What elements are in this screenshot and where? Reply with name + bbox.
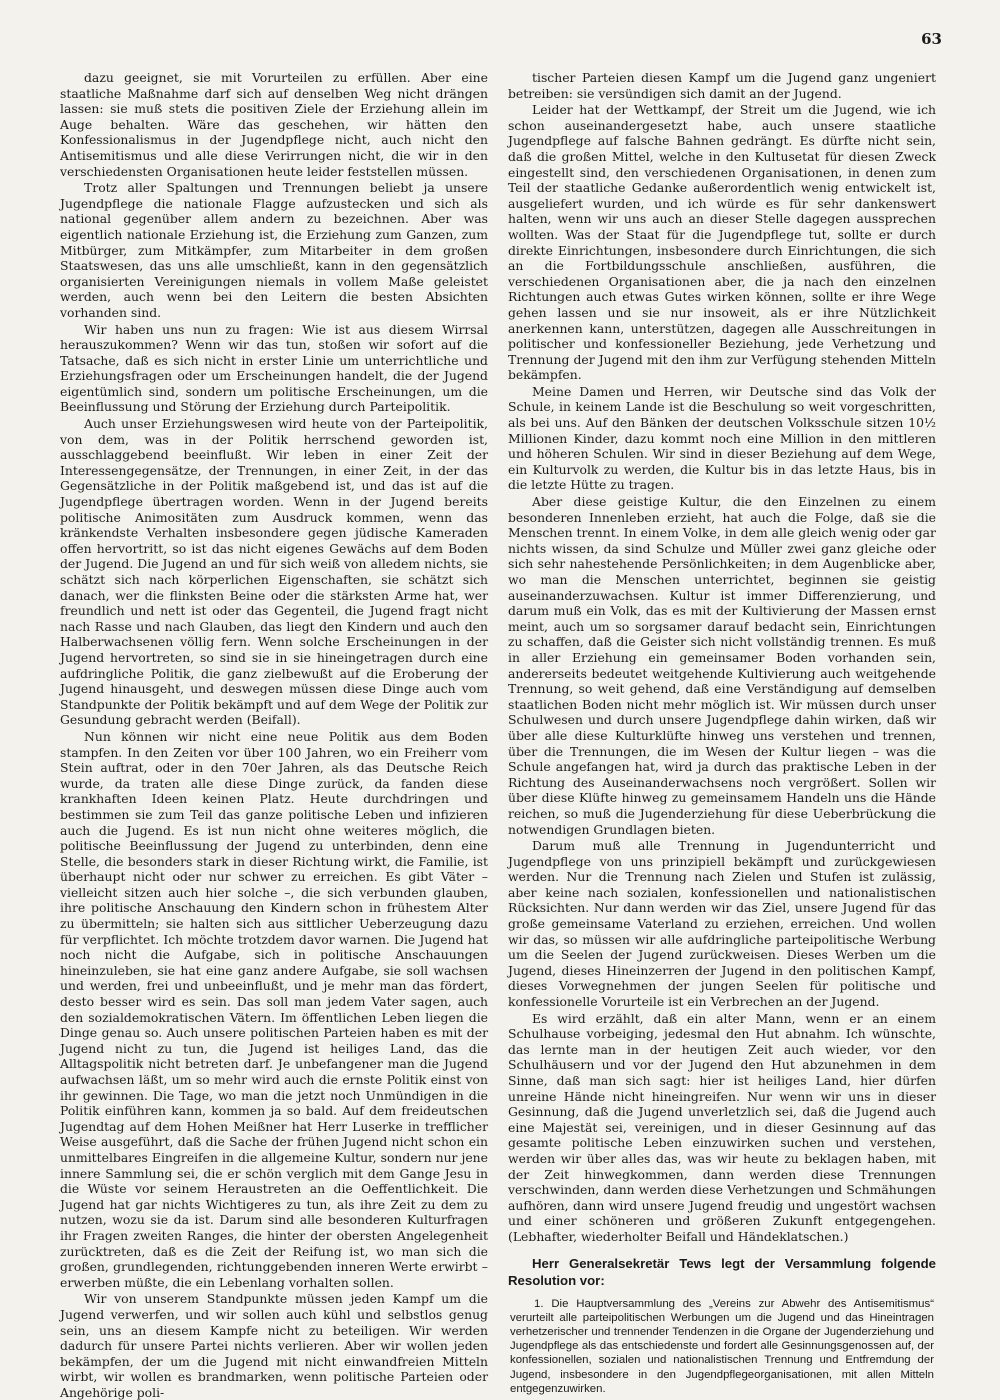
paragraph: Auch unser Erziehungswesen wird heute von der Parteipolitik, von dem, was in der Politik herrschend geworden ist, ausschlaggebend beeinflußt. Wir leben in einer Zeit der Interessengegensätze, der Trennungen, in einer Zeit, in der das Gegensätzliche in der Politik maßgebend ist, und das ist auf die Jugendpflege übertragen worden. Wenn in der Jugend bereits politische Animositäten zum Ausdruck kommen, wenn das kränkendste Verhalten insbesondere gegen jüdische Kameraden offen hervortritt, so ist das nicht eigenes Gewächs auf dem Boden der Jugend. Die Jugend an und für sich weiß von alledem nichts, sie schätzt sich nach körperlichen Eigenschaften, sie schätzt sich danach, wer die flinksten Beine oder die stärksten Arme hat, wer freundlich und nett ist oder das Gegenteil, die Jugend fragt nicht nach Rasse und nach Glauben, das liegt den Kindern und auch den Halberwachsenen völlig fern. Wenn solche Erscheinungen in der Jugend hervortreten, so sind sie in sie hineingetragen durch eine aufdringliche Politik, die ganz zielbewußt auf die Eroberung der Jugend hinausgeht, und deswegen müssen diese Dinge auch vom Standpunkte der Politik bekämpft und auf dem Wege der Politik zur Gesundung gebracht werden (Beifall). — [60, 416, 488, 728]
paragraph: Es wird erzählt, daß ein alter Mann, wenn er an einem Schulhause vorbeiging, jedesmal den Hut abnahm. Ich wünschte, das lernte man in der heutigen Zeit auch wieder, vor den Schulhäusern und vor der Jugend den Hut abzunehmen in dem Sinne, daß man sich sagt: hier ist heiliges Land, hier dürfen unreine Hände nicht hineingreifen. Nur wenn wir uns in dieser Gesinnung, daß die Jugend unverletzlich sei, daß die Jugend auch eine Majestät sei, vereinigen, und in dieser Gesinnung auf das gesamte politische Leben einzuwirken suchen und verstehen, werden wir über alles das, was wir heute zu beklagen haben, mit der Zeit hinwegkommen, dann werden diese Trennungen verschwinden, dann werden diese Verhetzungen und Schmähungen aufhören, dann wird unsere Jugend freudig und ungestört wachsen und einer schöneren und größeren Zukunft entgegengehen. (Lebhafter, wiederholter Beifall und Händeklatschen.) — [508, 1010, 936, 1244]
paragraph: dazu geeignet, sie mit Vorurteilen zu erfüllen. Aber eine staatliche Maßnahme darf sich auf denselben Weg nicht drängen lassen: sie muß stets die positiven Ziele der Erziehung allein im Auge behalten. Wäre das geschehen, wir hätten den Konfessionalismus in der Jugendpflege nicht, auch nicht den Antisemitismus und alle diese Verirrungen nicht, die wir in den verschiedensten Organisationen heute leider feststellen müssen. — [60, 70, 488, 179]
paragraph: Aber diese geistige Kultur, die den Einzelnen zu einem besonderen Innenleben erzieht, hat auch die Folge, daß sie die Menschen trennt. In einem Volke, in dem alle gleich wenig oder gar nichts wissen, da sind Schulze und Müller zwei ganz gleiche oder sich sehr nahestehende Persönlichkeiten; in dem Augenblicke aber, wo man die Menschen unterrichtet, beginnen sie geistig auseinanderzuwachsen. Kultur ist immer Differenzierung, und darum muß ein Volk, das es mit der Kultivierung der Massen ernst meint, auch um so sorgsamer darauf bedacht sein, Einrichtungen zu schaffen, daß die Geister sich nicht vollständig trennen. Es muß in aller Erziehung ein gemeinsamer Boden vorhanden sein, andererseits bedeutet weitgehende Kultivierung auch weitgehende Trennung, so weit gehend, daß eine Verständigung auf demselben staatlichen Boden nicht mehr möglich ist. Wir müssen durch unser Schulwesen und durch unsere Jugendpflege dahin wirken, daß wir über alle diese Kulturklüfte hinweg uns verstehen und trennen, über die Trennungen, die im Wesen der Kultur liegen – was die Schule angefangen hat, wird ja durch das praktische Leben in der Richtung des Auseinanderwachsens noch vergrößert. Sollen wir über diese Klüfte hinweg zu gemeinsamem Handeln uns die Hände reichen, so muß die Jugenderziehung für diese Ueberbrückung die notwendigen Grundlagen bieten. — [508, 494, 936, 837]
right-text-column — [508, 70, 936, 1395]
paragraph: Meine Damen und Herren, wir Deutsche sind das Volk der Schule, in keinem Lande ist die Beschulung so weit vorgeschritten, als bei uns. Auf den Bänken der deutschen Volksschule sitzen 10½ Millionen Kinder, dazu kommt noch eine Million in den mittleren und höheren Schulen. Wir sind in dieser Beziehung auf dem Wege, ein Kulturvolk zu werden, die Kultur bis in das letzte Haus, bis in die letzte Hütte zu tragen. — [508, 383, 936, 493]
paragraph: Leider hat der Wettkampf, der Streit um die Jugend, wie ich schon auseinandergesetzt habe, auch unsere staatliche Jugendpflege auf falsche Bahnen gedrängt. Es dürfte nicht sein, daß die großen Mittel, welche in den Kultusetat für diesen Zweck eingestellt sind, den verschiedenen Organisationen, in denen zum Teil der staatliche Gedanke außerordentlich wenig entwickelt ist, ausgeliefert wurden, und ich würde es für sehr dankenswert halten, wenn wir uns auch an dieser Stelle dagegen aussprechen wollten. Was der Staat für die Jugendpflege tut, sollte er durch direkte Einrichtungen, insbesondere durch Einrichtungen, die sich an die Fortbildungsschule anschließen, ausführen, die verschiedenen Organisationen aber, die ja nach den einzelnen Richtungen auch etwas Gutes wirken können, sollte er ihre Wege gehen lassen und sie nur insoweit, als er ihre Nützlichkeit anerkennen kann, unterstützen, dagegen alle Ausschreitungen in politischer und konfessioneller Beziehung, jede Verhetzung und Trennung der Jugend mit den ihm zur Verfügung stehenden Mitteln bekämpfen. — [508, 102, 936, 383]
paragraph: Trotz aller Spaltungen und Trennungen beliebt ja unsere Jugendpflege die nationale Flagge aufzustecken und sich als national gegenüber allem andern zu bezeichnen. Aber was eigentlich nationale Erziehung ist, die Erziehung zum Ganzen, zum Mitbürger, zum Mitkämpfer, zum Mitarbeiter in dem großen Staatswesen, das uns alle umschließt, kann in den gegensätzlich organisierten Vereinigungen niemals in vollem Maße geleistet werden, auch wenn bei den Leitern die besten Absichten vorhanden sind. — [60, 180, 488, 320]
paragraph: tischer Parteien diesen Kampf um die Jugend ganz ungeniert betreiben: sie versündigen sich damit an der Jugend. — [508, 70, 936, 101]
paragraph: Nun können wir nicht eine neue Politik aus dem Boden stampfen. In den Zeiten vor über 100 Jahren, wo ein Freiherr vom Stein auftrat, oder in den 70er Jahren, als das Deutsche Reich wurde, da traten alle diese Dinge zurück, da fanden diese krankhaften Ideen keinen Platz. Heute durchdringen und bestimmen sie zum Teil das ganze politische Leben und infizieren auch die Jugend. Es ist nun nicht ohne weiteres möglich, die politische Beeinflussung der Jugend zu unterbinden, denn eine Stelle, die besonders stark in dieser Richtung wirkt, die Familie, ist überhaupt nicht oder nur schwer zu erreichen. Es gibt Väter – vielleicht sitzen auch hier solche –, die sich verbunden glauben, ihre politische Anschauung den Kindern schon in frühestem Alter zu übermitteln; sie halten sich aus sittlicher Ueberzeugung dazu für verpflichtet. Ich möchte trotzdem davor warnen. Die Jugend hat noch nicht die Aufgabe, sich in politische Anschauungen hineinzuleben, sie hat eine ganz andere Aufgabe, sie soll wachsen und werden, frei und unbeeinflußt, und je mehr man das fördert, desto besser wird es sein. Das soll man jedem Vater sagen, auch den sozialdemokratischen Vätern. Im öffentlichen Leben liegen die Dinge genau so. Auch unsere politischen Parteien haben es mit der Jugend nicht zu tun, die Jugend ist heiliges Land, das die Alltagspolitik nicht betreten darf. Je unbefangener man die Jugend aufwachsen läßt, um so mehr wird auch die ernste Politik einst von ihr gewinnen. Die Tage, wo man die jetzt noch Unmündigen in die Politik einführen kann, kommen ja so bald. Auf dem freideutschen Jugendtag auf dem Hohen Meißner hat Herr Luserke in trefflicher Weise ausgeführt, daß die Sache der frühen Jugend nicht schon ein unmittelbares Eingreifen in die allgemeine Kultur, sondern nur jene innere Sammlung sei, die er schön verglich mit dem Gange Jesu in die Wüste vor seinem Heraustreten an die Oeffentlichkeit. Die Jugend hat gar nichts Wichtigeres zu tun, als ihre Zeit zu dem zu nutzen, wozu sie da ist. Darum sind alle besonderen Kulturfragen ihr Fragen zweiten Ranges, die hinter der obersten Angelegenheit zurücktreten, daß es die Zeit der Reifung ist, wo man sich die großen, grundlegenden, richtunggebenden inneren Werte erwirbt – erwerben müßte, die ein Lebenlang vorhalten sollen. — [60, 728, 488, 1290]
page-number: 63 — [921, 30, 942, 48]
resolution-item: 1. Die Hauptversammlung des „Vereins zur Abwehr des Antisemitismus“ verurteilt alle parteipolitischen Werbungen um die Jugend und das Hineintragen verhetzerischer und trennender Tendenzen in die Organe der Jugenderziehung und Jugendpflege als das entschiedenste und fordert alle Gesinnungsgenossen auf, der konfessionellen, sozialen und nationalistischen Trennung und Entfremdung der Jugend, insbesondere in den Jugendpflegeorganisationen, mit allen Mitteln entgegenzuwirken. — [510, 1297, 934, 1395]
paragraph: Wir von unserem Standpunkte müssen jeden Kampf um die Jugend verwerfen, und wir sollen auch kühl und selbstlos genug sein, uns an diesem Kampfe nicht zu beteiligen. Wir werden dadurch für unsere Partei nichts verlieren. Aber wir wollen jeden bekämpfen, der um die Jugend mit nicht einwandfreien Mitteln wirbt, wir wollen es brandmarken, wenn politische Parteien oder Angehörige poli- — [60, 1291, 488, 1400]
resolution-heading: Herr Generalsekretär Tews legt der Versammlung folgende Resolution vor: — [508, 1255, 936, 1288]
paragraph: Wir haben uns nun zu fragen: Wie ist aus diesem Wirrsal herauszukommen? Wenn wir das tun, stoßen wir sofort auf die Tatsache, daß es sich nicht in erster Linie um unterrichtliche und Erziehungsfragen oder um Erscheinungen handelt, die der Jugend eigentümlich sind, sondern um politische Erscheinungen, um die Beeinflussung und Störung der Erziehung durch Parteipolitik. — [60, 321, 488, 415]
left-text-column — [60, 70, 488, 1400]
paragraph: Darum muß alle Trennung in Jugendunterricht und Jugendpflege von uns prinzipiell bekämpft und zurückgewiesen werden. Nur die Trennung nach Zielen und Stufen ist zulässig, aber keine nach sozialen, konfessionellen und nationalistischen Rücksichten. Nur dann werden wir das Ziel, unsere Jugend für das große gemeinsame Vaterland zu erziehen, erreichen. Und wollen wir das, so müssen wir alle aufdringliche parteipolitische Werbung um die Seelen der Jugend zurückweisen. Dieses Werben um die Jugend, dieses Hineinzerren der Jugend in den politischen Kampf, dieses Vorwegnehmen der jungen Seelen für politische und konfessionelle Vorurteile ist ein Verbrechen an der Jugend. — [508, 838, 936, 1010]
